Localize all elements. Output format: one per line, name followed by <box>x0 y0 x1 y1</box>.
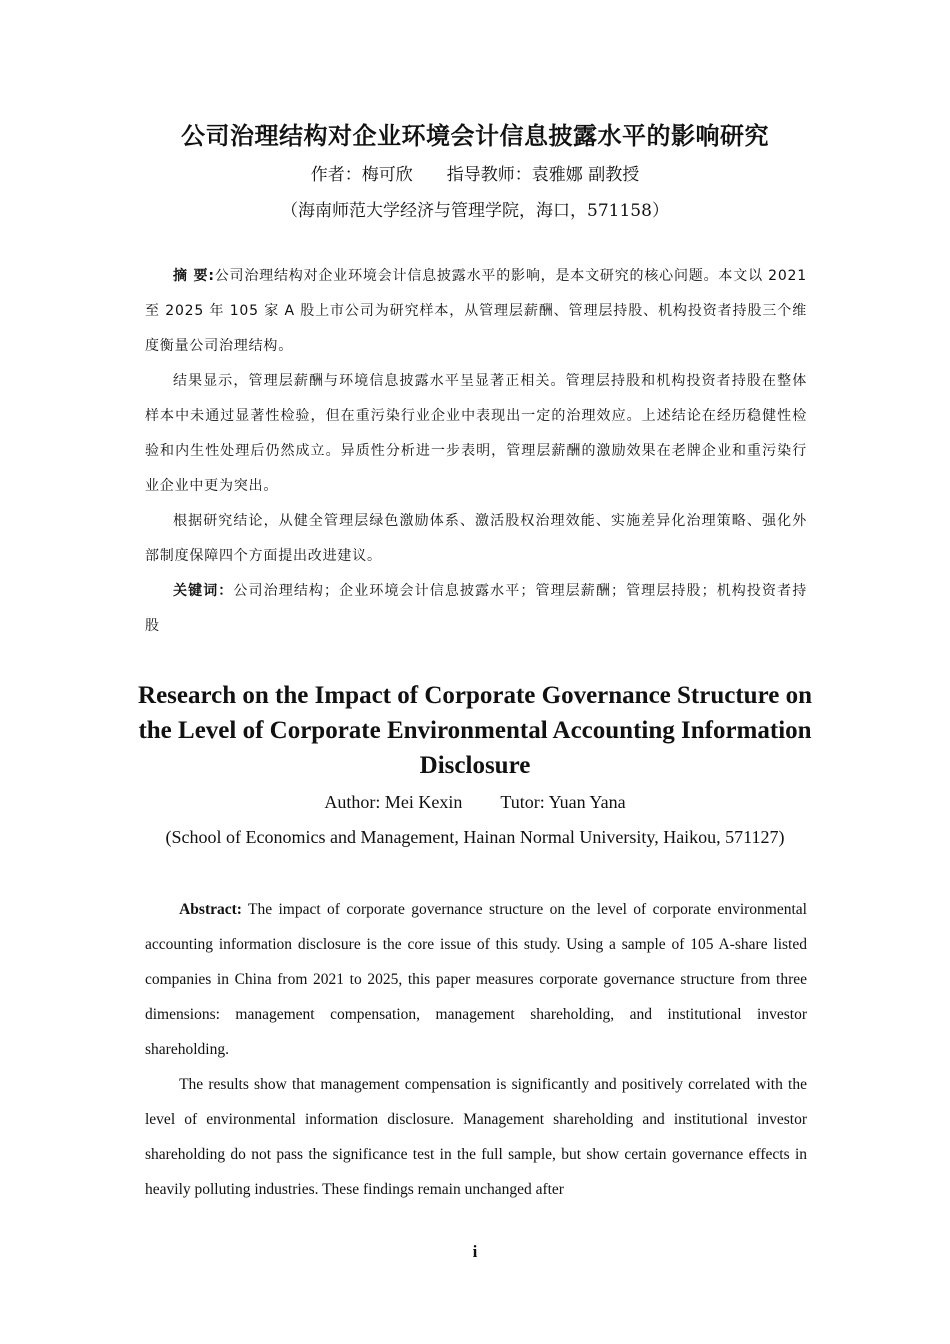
chinese-title: 公司治理结构对企业环境会计信息披露水平的影响研究 <box>181 121 769 150</box>
english-tutor: Tutor: Yuan Yana <box>500 792 626 812</box>
english-abstract-label: Abstract: <box>179 901 242 918</box>
chinese-abstract-paragraph-2: 结果显示，管理层薪酬与环境信息披露水平呈显著正相关。管理层持股和机构投资者持股在整体样本中未通过显著性检验，但在重污染行业企业中表现出一定的治理效应。上述结论在经历稳健性检验和内生性处理后仍然成立。异质性分析进一步表明，管理层薪酬的激励效果在老牌企业和重污染行业企业中更为突出。 <box>145 373 807 494</box>
chinese-abstract-label: 摘 要: <box>173 268 215 284</box>
chinese-author-line <box>0 160 950 185</box>
english-title: Research on the Impact of Corporate Governance Structure on the Level of Corporate Environmental Accounting Information Disclosure <box>138 682 812 779</box>
chinese-affiliation: （海南师范大学经济与管理学院，海口，571158） <box>281 201 669 221</box>
chinese-abstract-paragraph-3: 根据研究结论，从健全管理层绿色激励体系、激活股权治理效能、实施差异化治理策略、强化外部制度保障四个方面提出改进建议。 <box>145 513 807 564</box>
english-affiliation: (School of Economics and Management, Hainan Normal University, Haikou, 571127) <box>165 827 785 847</box>
chinese-keywords-text: 公司治理结构；企业环境会计信息披露水平；管理层薪酬；管理层持股；机构投资者持股 <box>145 583 808 634</box>
chinese-abstract-paragraph-1 <box>145 259 807 364</box>
english-author-line <box>0 792 950 813</box>
english-abstract-paragraph-2: The results show that management compensation is significantly and positively correlated with the level of environmental information disclosure. Management shareholding and institutional investor shareholding do not pass the significance test in the full sample, but show certain governance effects in heavily polluting industries. These findings remain unchanged after <box>145 1076 807 1198</box>
english-author: Author: Mei Kexin <box>324 792 463 812</box>
english-abstract-text-1: The impact of corporate governance structure on the level of corporate environmental accounting information disclosure is the core issue of this study. Using a sample of 105 A-share listed companies in China from 2021 to 2025, this paper measures corporate governance structure from three dimensions: management compensation, management shareholding, and institutional investor shareholding. <box>145 901 807 1058</box>
chinese-tutor: 指导教师：袁雅娜 副教授 <box>446 165 640 185</box>
page-number: i <box>472 1242 478 1261</box>
chinese-abstract-text-1: 公司治理结构对企业环境会计信息披露水平的影响，是本文研究的核心问题。本文以 2021 至 2025 年 105 家 A 股上市公司为研究样本，从管理层薪酬、管理层持股、机构投资者持股三个维度衡量公司治理结构。 <box>145 268 807 354</box>
chinese-keywords-label: 关键词： <box>173 583 234 599</box>
chinese-keywords <box>145 574 807 644</box>
english-abstract-paragraph-1 <box>145 892 807 1067</box>
chinese-author: 作者：梅可欣 <box>310 165 413 185</box>
